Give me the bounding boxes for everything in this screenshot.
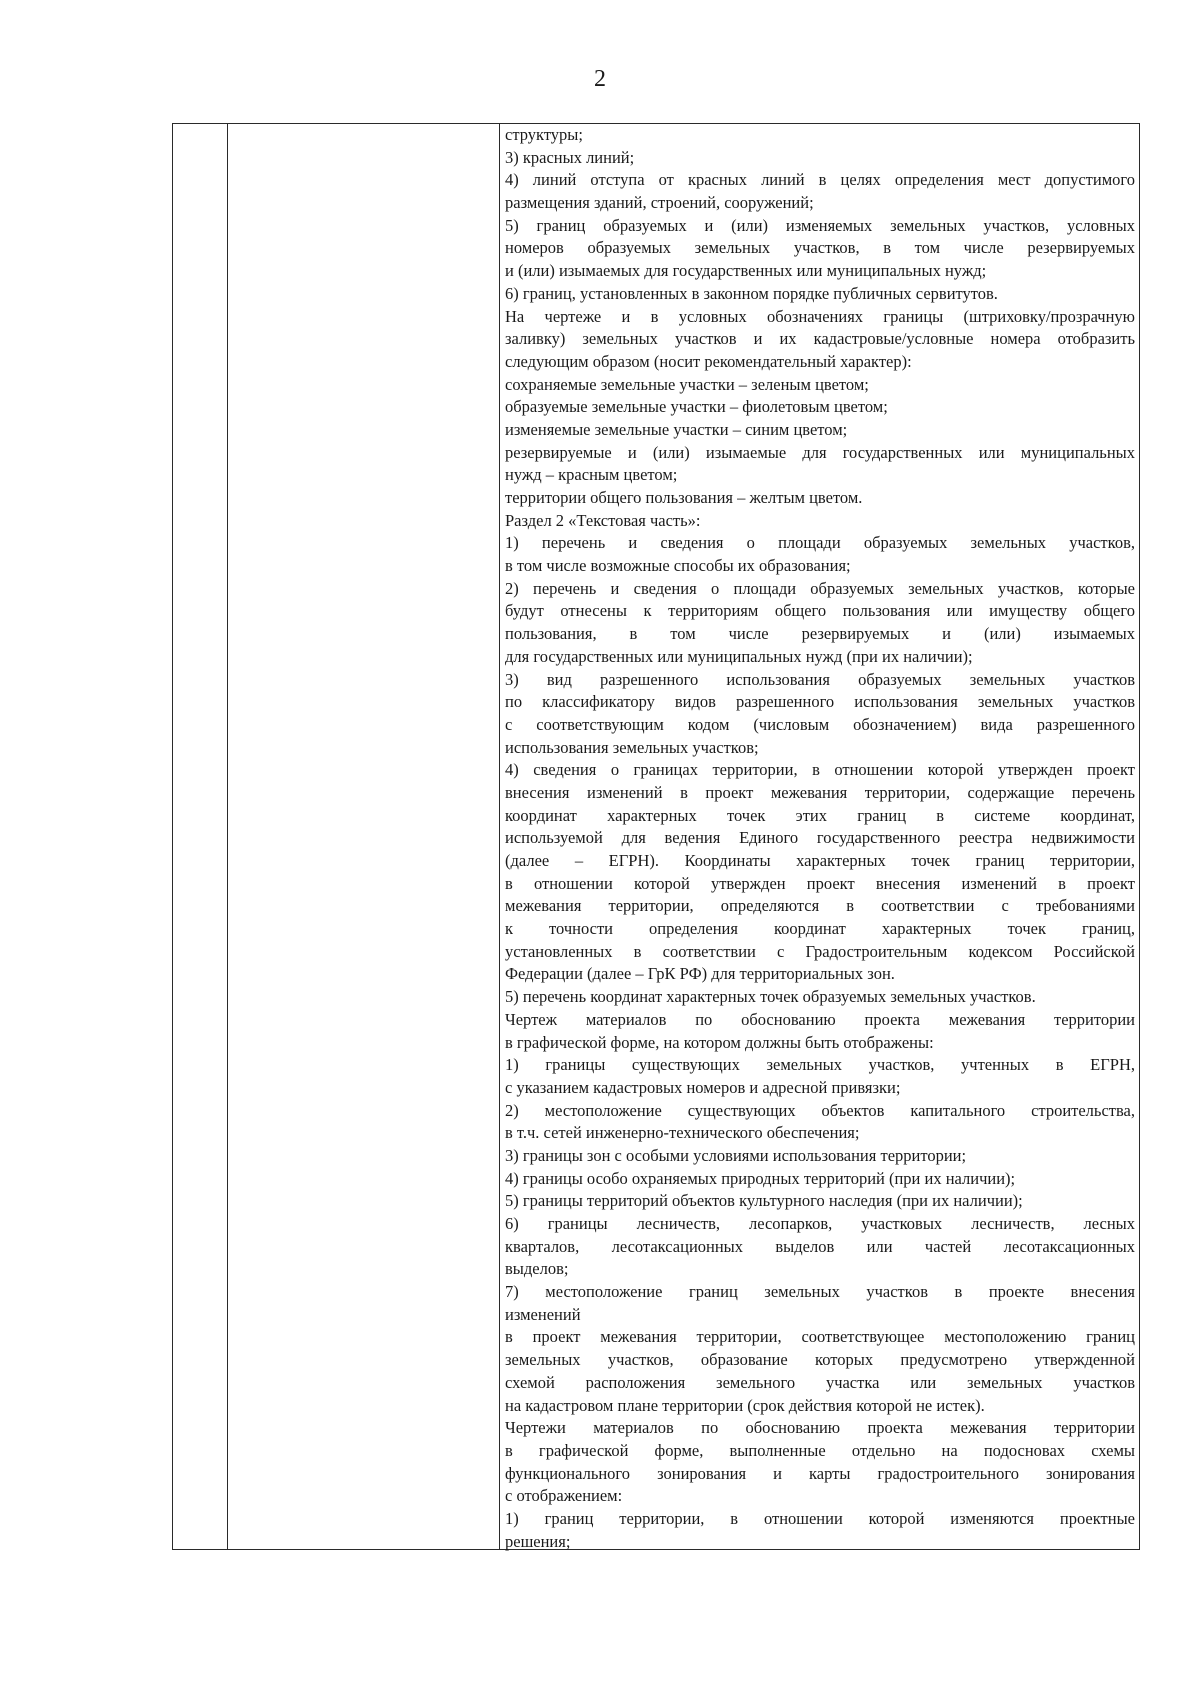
- text-line: 3) красных линий;: [505, 147, 635, 167]
- text-line: и (или) изымаемых для государственных или муниципальных нужд;: [505, 261, 987, 281]
- text-line: 7) местоположение границ земельных участков в проекте внесения: [505, 1282, 1135, 1302]
- text-line: будут отнесены к территориям общего пользования или имуществу общего: [505, 601, 1135, 621]
- text-line: межевания территории, определяются в соответствии с требованиями: [505, 896, 1135, 916]
- text-line: На чертеже и в условных обозначениях границы (штриховку/прозрачную: [505, 306, 1135, 326]
- text-line: в проект межевания территории, соответствующее местоположению границ: [505, 1327, 1135, 1347]
- text-line: территории общего пользования – желтым цветом.: [505, 488, 863, 507]
- text-line: (далее – ЕГРН). Координаты характерных точек границ территории,: [505, 851, 1135, 870]
- text-line: изменяемые земельные участки – синим цветом;: [505, 419, 848, 439]
- text-line: к точности определения координат характерных точек границ,: [505, 919, 1135, 939]
- text-line: структуры;: [505, 125, 583, 144]
- text-line: 5) перечень координат характерных точек образуемых земельных участков.: [505, 987, 1036, 1007]
- text-line: установленных в соответствии с Градостроительным кодексом Российской: [505, 941, 1135, 961]
- text-line: образуемые земельные участки – фиолетовым цветом;: [505, 397, 888, 417]
- text-line: использования земельных участков;: [505, 737, 759, 757]
- text-line: для государственных или муниципальных нужд (при их наличии);: [505, 646, 973, 666]
- text-line: земельных участков, образование которых предусмотрено утвержденной: [505, 1350, 1135, 1370]
- text-line: решения;: [505, 1531, 571, 1551]
- page-number: 2: [594, 66, 606, 92]
- text-line: размещения зданий, строений, сооружений;: [505, 193, 814, 213]
- table-cell-text: [505, 124, 1135, 1553]
- text-line: координат характерных точек этих границ в системе координат,: [505, 805, 1135, 825]
- text-line: заливку) земельных участков и их кадастровые/условные номера отобразить: [505, 329, 1135, 349]
- text-line: в графической форме, на котором должны быть отображены:: [505, 1032, 934, 1052]
- column-divider: [499, 124, 500, 1549]
- text-line: 4) линий отступа от красных линий в целях определения мест допустимого: [505, 170, 1135, 190]
- text-line: с отображением:: [505, 1486, 623, 1506]
- text-line: Раздел 2 «Текстовая часть»:: [505, 510, 701, 530]
- text-line: в графической форме, выполненные отдельно на подосновах схемы: [505, 1440, 1135, 1460]
- text-line: 2) перечень и сведения о площади образуемых земельных участков, которые: [505, 578, 1135, 598]
- text-line: 6) границ, установленных в законном порядке публичных сервитутов.: [505, 283, 998, 303]
- text-line: нужд – красным цветом;: [505, 465, 678, 485]
- text-line: сохраняемые земельные участки – зеленым цветом;: [505, 374, 869, 394]
- text-line: 1) перечень и сведения о площади образуемых земельных участков,: [505, 533, 1135, 553]
- text-line: номеров образуемых земельных участков, в том числе резервируемых: [505, 238, 1135, 258]
- text-line: 4) сведения о границах территории, в отношении которой утвержден проект: [505, 760, 1135, 780]
- text-line: используемой для ведения Единого государственного реестра недвижимости: [505, 828, 1135, 848]
- text-line: внесения изменений в проект межевания территории, содержащие перечень: [505, 782, 1135, 802]
- text-line: в т.ч. сетей инженерно-технического обеспечения;: [505, 1123, 860, 1143]
- text-line: 4) границы особо охраняемых природных территорий (при их наличии);: [505, 1168, 1016, 1188]
- text-line: с указанием кадастровых номеров и адресной привязки;: [505, 1077, 901, 1097]
- text-line: на кадастровом плане территории (срок действия которой не истек).: [505, 1395, 985, 1415]
- text-line: 1) границ территории, в отношении которой изменяются проектные: [505, 1508, 1135, 1528]
- text-line: 3) вид разрешенного использования образуемых земельных участков: [505, 669, 1135, 689]
- text-line: Чертежи материалов по обоснованию проекта межевания территории: [505, 1418, 1135, 1438]
- text-line: изменений: [505, 1304, 581, 1324]
- text-line: пользования, в том числе резервируемых и (или) изымаемых: [505, 624, 1135, 644]
- text-line: в том числе возможные способы их образования;: [505, 556, 851, 576]
- text-line: кварталов, лесотаксационных выделов или частей лесотаксационных: [505, 1236, 1135, 1256]
- text-line: 2) местоположение существующих объектов капитального строительства,: [505, 1100, 1135, 1120]
- text-line: следующим образом (носит рекомендательный характер):: [505, 351, 912, 371]
- text-line: по классификатору видов разрешенного использования земельных участков: [505, 692, 1135, 712]
- text-line: функционального зонирования и карты градостроительного зонирования: [505, 1463, 1135, 1483]
- text-line: 5) границ образуемых и (или) изменяемых земельных участков, условных: [505, 215, 1135, 235]
- text-line: выделов;: [505, 1259, 569, 1279]
- text-line: 6) границы лесничеств, лесопарков, участковых лесничеств, лесных: [505, 1214, 1135, 1233]
- text-line: 5) границы территорий объектов культурного наследия (при их наличии);: [505, 1191, 1023, 1211]
- column-divider: [227, 124, 228, 1549]
- text-line: Чертеж материалов по обоснованию проекта межевания территории: [505, 1009, 1135, 1029]
- text-line: резервируемые и (или) изымаемые для государственных или муниципальных: [505, 442, 1135, 462]
- text-line: схемой расположения земельного участка или земельных участков: [505, 1372, 1135, 1392]
- text-line: 1) границы существующих земельных участков, учтенных в ЕГРН,: [505, 1055, 1135, 1075]
- text-line: Федерации (далее – ГрК РФ) для территориальных зон.: [505, 964, 895, 984]
- text-line: с соответствующим кодом (числовым обозначением) вида разрешенного: [505, 714, 1135, 734]
- text-line: в отношении которой утвержден проект внесения изменений в проект: [505, 873, 1135, 893]
- text-line: 3) границы зон с особыми условиями использования территории;: [505, 1145, 967, 1165]
